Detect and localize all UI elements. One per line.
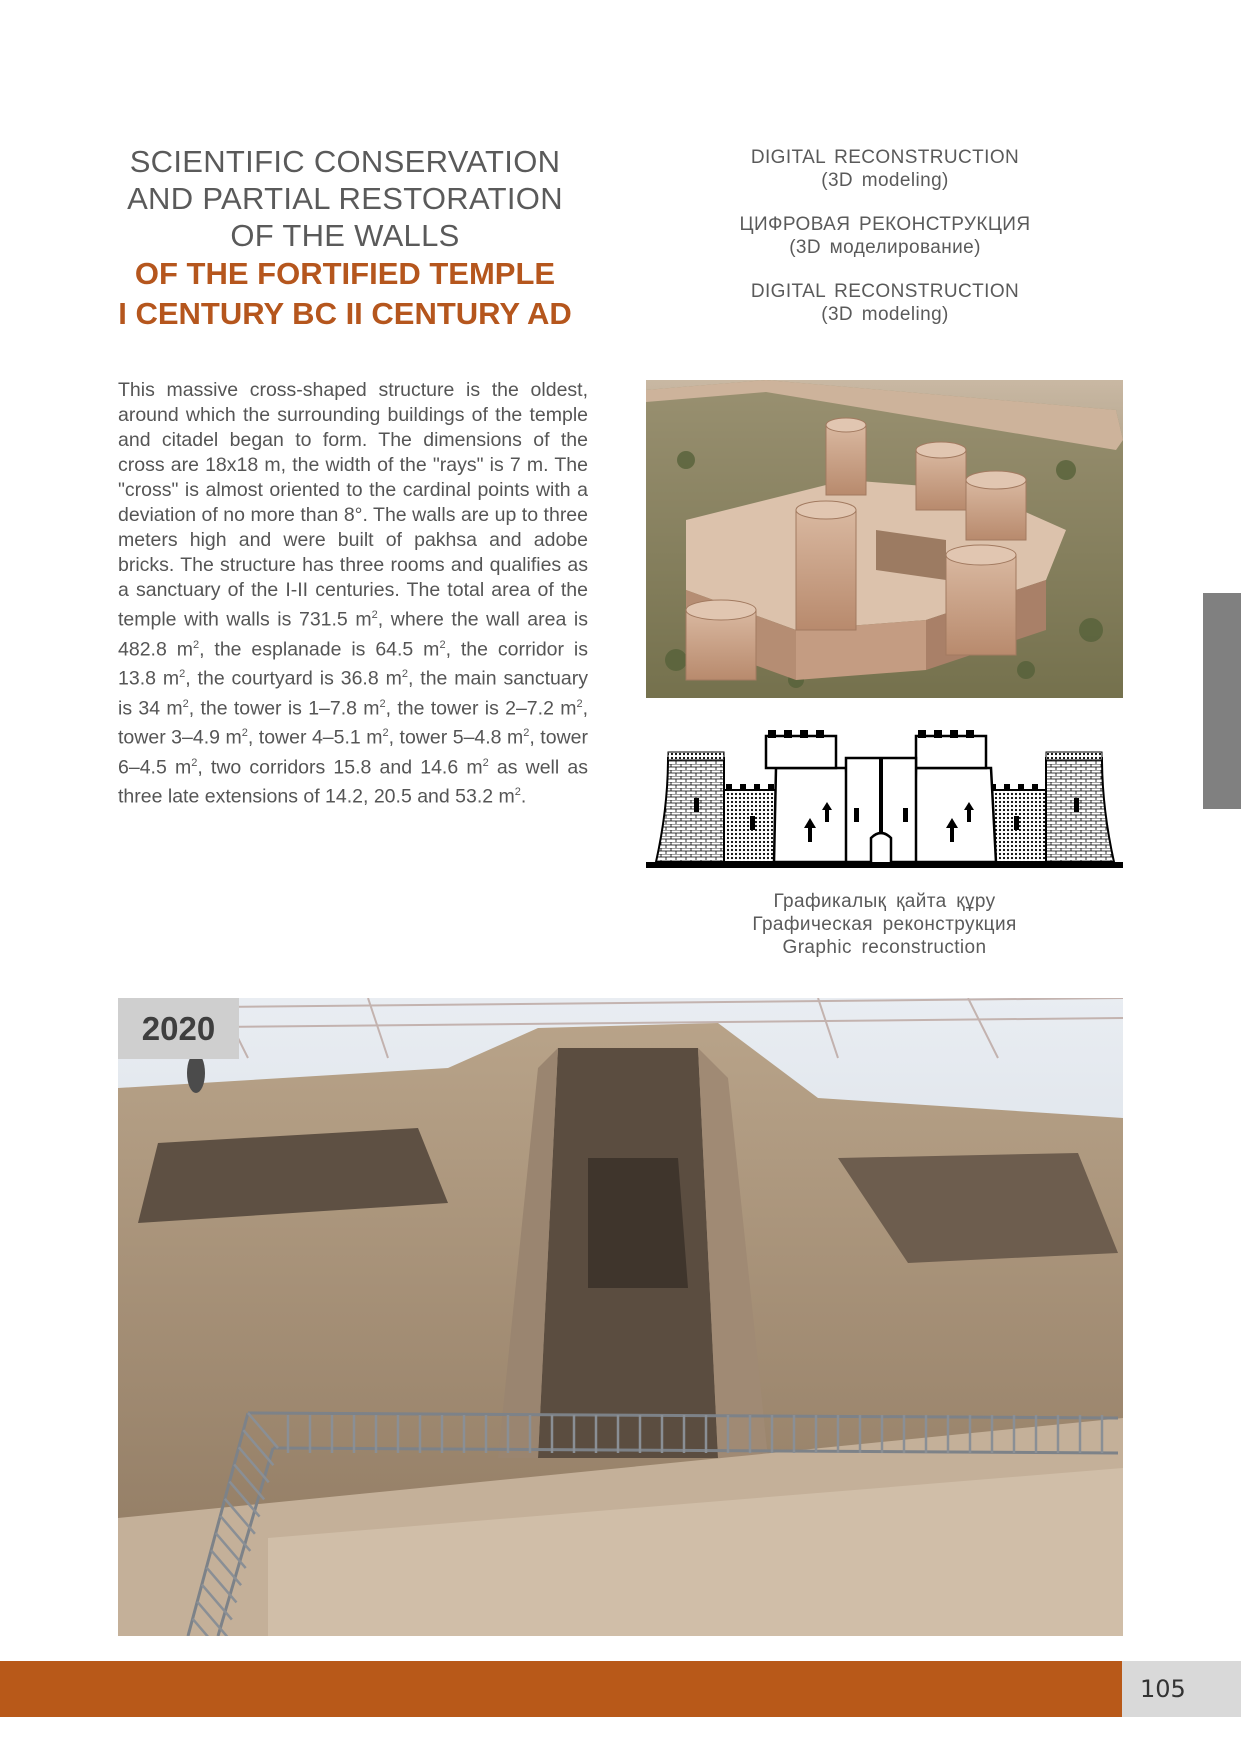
text-run: , where the wall area is 482.8 m [118, 608, 588, 660]
superscript: 2 [192, 638, 200, 651]
caption-group-2 [690, 213, 1080, 259]
caption-group-3 [690, 280, 1080, 326]
text-run: . [520, 785, 527, 808]
superscript: 2 [482, 756, 489, 769]
title-accent-1: OF THE FORTIFIED TEMPLE [134, 256, 556, 291]
3d-reconstruction-image [646, 380, 1123, 698]
text-run: , the tower is 1–7.8 m [188, 697, 380, 719]
superscript: 2 [182, 697, 189, 710]
caption-sub: (3D modeling) [821, 304, 949, 325]
superscript: 2 [514, 786, 521, 798]
title-line-3: OF THE WALLS [230, 218, 460, 253]
page-number: 105 [1122, 1661, 1241, 1717]
text-run: This massive cross-shaped structure is the oldest, around which the surrounding buildings of the temple and citadel began to form. The dimensions of the cross are 18x18 m, the width of the "rays" is 7 m. The "cross" is almost oriented to the cardinal points with a deviation of no more than 8°. The walls are up to three meters high and were built of pakhsa and adobe bricks. The structure has three rooms and qualifies as a sanctuary of the I-II centuries. The total area of the temple with walls is 731.5 m [118, 379, 588, 631]
body-paragraph [118, 378, 588, 810]
text-run: , tower 6–4.5 m [118, 726, 588, 778]
text-run: , the tower is 2–7.2 m [385, 697, 577, 719]
excavation-site-photo [118, 998, 1123, 1636]
title-accent-2: I CENTURY BC II CENTURY AD [118, 296, 572, 331]
superscript: 2 [439, 638, 446, 651]
text-run: , the esplanade is 64.5 m [199, 638, 440, 660]
year-badge: 2020 [118, 998, 239, 1059]
superscript: 2 [382, 727, 389, 739]
caption-main: ЦИФРОВАЯ РЕКОНСТРУКЦИЯ [739, 214, 1031, 235]
reconstruction-captions [690, 146, 1080, 347]
superscript: 2 [179, 668, 186, 680]
caption-sub: (3D modeling) [821, 170, 949, 191]
graphic-elevation-drawing [646, 728, 1123, 870]
text-run: , tower 4–5.1 m [247, 726, 383, 749]
superscript: 2 [241, 727, 248, 739]
title-line-1: SCIENTIFIC CONSERVATION [129, 144, 561, 179]
caption-main: DIGITAL RECONSTRUCTION [750, 147, 1020, 168]
superscript: 2 [191, 756, 198, 769]
text-run: , the corridor is 13.8 m [118, 638, 588, 690]
superscript: 2 [576, 697, 583, 710]
text-run: , the courtyard is 36.8 m [185, 667, 402, 690]
superscript: 2 [371, 609, 378, 621]
text-run: , tower 3–4.9 m [118, 697, 588, 749]
superscript: 2 [523, 727, 530, 739]
text-run: , the main sanctuary is 34 m [118, 667, 588, 719]
caption-main: DIGITAL RECONSTRUCTION [750, 281, 1020, 302]
text-run: , two corridors 15.8 and 14.6 m [197, 756, 483, 778]
caption-ru: Графическая реконструкция [752, 914, 1017, 935]
caption-kz: Графикалық қайта құру [773, 891, 996, 912]
caption-group-1 [690, 146, 1080, 192]
footer-bar [0, 1661, 1122, 1717]
text-run: , tower 5–4.8 m [388, 726, 524, 749]
side-tab-marker [1203, 593, 1241, 809]
title-line-2: AND PARTIAL RESTORATION [127, 181, 563, 216]
caption-en: Graphic reconstruction [782, 937, 987, 958]
graphic-reconstruction-caption [646, 890, 1123, 959]
superscript: 2 [379, 697, 386, 710]
page-title [100, 143, 590, 334]
caption-sub: (3D моделирование) [789, 237, 981, 258]
text-run: as well as three late extensions of 14.2, 20.5 and 53.2 m [118, 756, 588, 808]
superscript: 2 [401, 668, 408, 680]
